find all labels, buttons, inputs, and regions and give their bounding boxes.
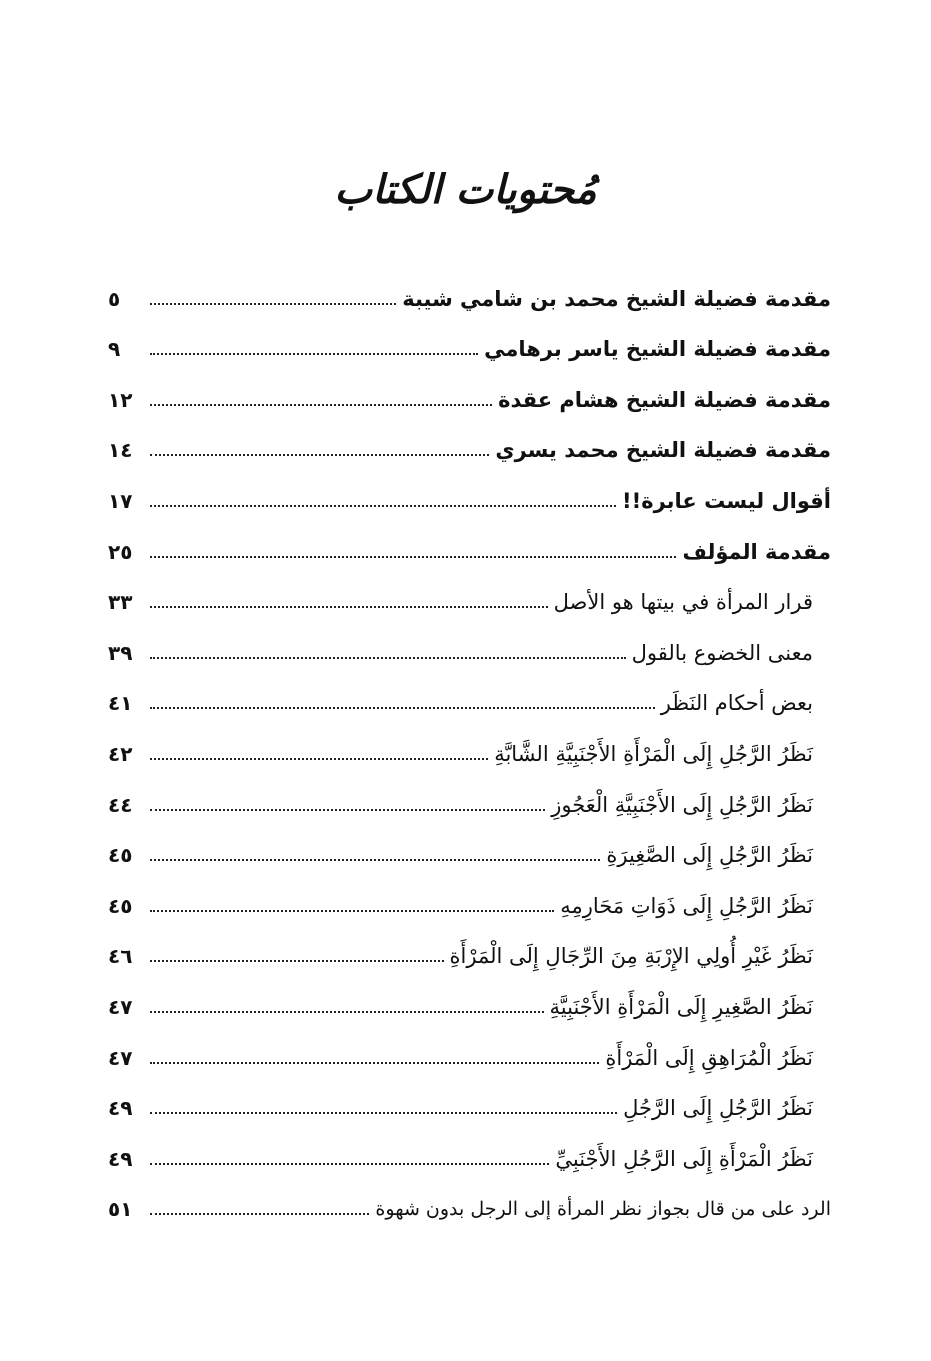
- toc-entry-page: ٣٣: [108, 590, 133, 615]
- toc-entry: [108, 1073, 831, 1124]
- toc-entry-page: ٤١: [108, 691, 133, 716]
- toc-entry-page: ٥: [108, 286, 121, 311]
- dot-leader: [150, 1112, 617, 1114]
- toc-entry-page: ١٢: [108, 387, 133, 412]
- toc-entry-label: نَظَرُ الرَّجُلِ إِلَى الأَجْنَبِيَّةِ الْعَجُوزِ: [551, 792, 813, 817]
- toc-entry-page: ٤٥: [108, 893, 133, 918]
- toc-entry: [108, 769, 831, 820]
- toc-entry: [108, 870, 831, 921]
- dot-leader: [150, 303, 396, 305]
- toc-entry-page: ٩: [108, 337, 121, 362]
- toc-entry: [108, 971, 831, 1022]
- dot-leader: [150, 353, 478, 355]
- toc-entry-label: بعض أحكام النَظَر: [660, 691, 813, 716]
- toc-entry-page: ٢٥: [108, 539, 133, 564]
- dot-leader: [150, 505, 616, 507]
- toc-entry-page: ٤٢: [108, 741, 133, 766]
- toc-entry-label: نَظَرُ الرَّجُلِ إِلَى الرَّجُلِ: [623, 1096, 813, 1121]
- toc-entry-label: نَظَرُ الصَّغِيرِ إِلَى الْمَرْأَةِ الأَجْنَبِيَّةِ: [549, 994, 813, 1019]
- toc-entry-label: قرار المرأة في بيتها هو الأصل: [553, 590, 813, 615]
- toc-entry-page: ٤٤: [108, 792, 133, 817]
- page-title: مُحتويات الكتاب: [334, 166, 597, 213]
- dot-leader: [150, 859, 600, 861]
- dot-leader: [150, 404, 492, 406]
- toc-entry-page: ٥١: [108, 1197, 133, 1222]
- toc-entry: [108, 718, 831, 769]
- toc-entry-page: ١٧: [108, 488, 133, 513]
- dot-leader: [150, 606, 548, 608]
- toc-entry-label: مقدمة فضيلة الشيخ محمد يسري: [495, 438, 831, 463]
- dot-leader: [150, 556, 676, 558]
- toc-entry: [108, 820, 831, 871]
- dot-leader: [150, 758, 488, 760]
- toc-entry: [108, 263, 831, 314]
- toc-entry-label: نَظَرُ الْمُرَاهِقِ إِلَى الْمَرْأَةِ: [605, 1045, 813, 1070]
- dot-leader: [150, 454, 489, 456]
- toc-entry-label: نَظَرُ الرَّجُلِ إِلَى ذَوَاتِ مَحَارِمِهِ: [560, 893, 813, 918]
- dot-leader: [150, 1213, 369, 1215]
- toc-entry-label: نَظَرُ الْمَرْأَةِ إِلَى الرَّجُلِ الأَجْنَبِيِّ: [555, 1146, 813, 1171]
- toc-entry-label: أقوال ليست عابرة!!: [622, 488, 831, 513]
- toc-entry-label: مقدمة فضيلة الشيخ هشام عقدة: [498, 387, 831, 412]
- toc-entry-label: معنى الخضوع بالقول: [631, 640, 813, 665]
- dot-leader: [150, 707, 655, 709]
- toc-entry: [108, 1174, 831, 1225]
- toc-entry-page: ٣٩: [108, 640, 133, 665]
- table-of-contents: [108, 263, 831, 1224]
- toc-entry: [108, 314, 831, 365]
- toc-entry-page: ٤٦: [108, 944, 133, 969]
- toc-entry-label: الرد على من قال بجواز نظر المرأة إلى الرجل بدون شهوة: [375, 1198, 831, 1221]
- toc-entry-page: ٤٧: [108, 994, 133, 1019]
- toc-entry-label: نَظَرُ غَيْرِ أُولِي الإِرْبَةِ مِنَ الرِّجَالِ إِلَى الْمَرْأَةِ: [449, 944, 813, 969]
- toc-entry-label: نَظَرُ الرَّجُلِ إِلَى الْمَرْأَةِ الأَجْنَبِيَّةِ الشَّابَّةِ: [494, 741, 813, 766]
- toc-entry-page: ٤٧: [108, 1045, 133, 1070]
- dot-leader: [150, 960, 444, 962]
- toc-entry-label: مقدمة فضيلة الشيخ محمد بن شامي شيبة: [402, 286, 831, 311]
- toc-entry-label: نَظَرُ الرَّجُلِ إِلَى الصَّغِيرَةِ: [606, 843, 813, 868]
- toc-entry: [108, 415, 831, 466]
- toc-entry-page: ١٤: [108, 438, 133, 463]
- dot-leader: [150, 809, 545, 811]
- toc-entry: [108, 617, 831, 668]
- toc-entry: [108, 921, 831, 972]
- dot-leader: [150, 1062, 599, 1064]
- toc-entry: [108, 567, 831, 618]
- dot-leader: [150, 1011, 544, 1013]
- dot-leader: [150, 1163, 549, 1165]
- toc-entry-label: مقدمة فضيلة الشيخ ياسر برهامي: [484, 337, 831, 362]
- toc-entry: [108, 465, 831, 516]
- toc-entry: [108, 516, 831, 567]
- dot-leader: [150, 910, 554, 912]
- toc-entry: [108, 1123, 831, 1174]
- toc-entry: [108, 364, 831, 415]
- toc-entry-page: ٤٥: [108, 843, 133, 868]
- toc-entry-label: مقدمة المؤلف: [682, 539, 831, 564]
- toc-entry-page: ٤٩: [108, 1146, 133, 1171]
- toc-entry: [108, 668, 831, 719]
- toc-entry: [108, 1022, 831, 1073]
- toc-entry-page: ٤٩: [108, 1096, 133, 1121]
- dot-leader: [150, 657, 626, 659]
